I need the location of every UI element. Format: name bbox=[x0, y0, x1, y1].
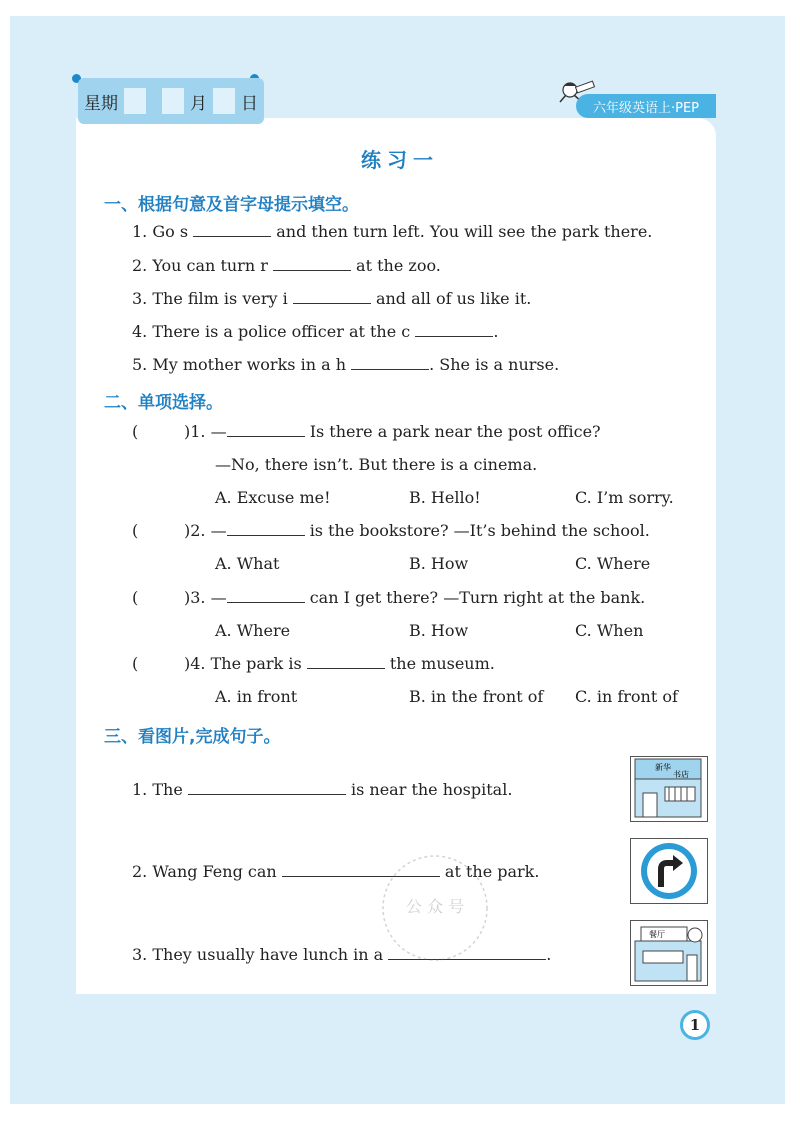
bookstore-picture bbox=[630, 756, 708, 822]
q2-option-a[interactable]: A. What bbox=[215, 554, 280, 573]
q3-option-b[interactable]: B. How bbox=[409, 621, 469, 640]
s3-item-3: 3. They usually have lunch in a . bbox=[132, 945, 552, 964]
svg-text:书店: 书店 bbox=[673, 770, 689, 779]
restaurant-picture bbox=[630, 920, 708, 986]
s1-item-2: 2. You can turn r at the zoo. bbox=[132, 256, 441, 275]
q3-stem: )3. — can I get there? —Turn right at the bank. bbox=[184, 588, 646, 607]
section1-heading: 一、根据句意及首字母提示填空。 bbox=[104, 195, 359, 215]
q2-option-b[interactable]: B. How bbox=[409, 554, 469, 573]
q1-option-c[interactable]: C. I’m sorry. bbox=[575, 488, 674, 507]
day-label: 日 bbox=[241, 93, 258, 114]
answer-paren[interactable]: ( bbox=[132, 588, 139, 607]
q4-option-c[interactable]: C. in front of bbox=[575, 687, 678, 706]
date-box bbox=[78, 78, 264, 124]
q1-option-b[interactable]: B. Hello! bbox=[409, 488, 481, 507]
section3-heading: 三、看图片,完成句子。 bbox=[104, 727, 281, 747]
s1-item-5: 5. My mother works in a h . She is a nurse. bbox=[132, 355, 560, 374]
month-label: 月 bbox=[190, 93, 207, 114]
answer-blank[interactable] bbox=[227, 422, 305, 437]
turn-right-sign-picture bbox=[630, 838, 708, 904]
q3-option-a[interactable]: A. Where bbox=[215, 621, 291, 640]
answer-blank[interactable] bbox=[227, 588, 305, 603]
answer-blank[interactable] bbox=[293, 289, 371, 304]
answer-blank[interactable] bbox=[415, 322, 493, 337]
page-number: 1 bbox=[680, 1010, 710, 1040]
s1-item-3: 3. The film is very i and all of us like it. bbox=[132, 289, 532, 308]
q4-stem: )4. The park is the museum. bbox=[184, 654, 495, 673]
q1-stem: )1. — Is there a park near the post office? bbox=[184, 422, 601, 441]
q2-option-c[interactable]: C. Where bbox=[575, 554, 651, 573]
answer-paren[interactable]: ( bbox=[132, 521, 139, 540]
q4-option-a[interactable]: A. in front bbox=[215, 687, 298, 706]
s1-item-4: 4. There is a police officer at the c . bbox=[132, 322, 499, 341]
answer-blank[interactable] bbox=[188, 780, 346, 795]
answer-blank[interactable] bbox=[227, 521, 305, 536]
q4-option-b[interactable]: B. in the front of bbox=[409, 687, 544, 706]
watermark-stamp bbox=[360, 848, 510, 968]
q1-option-a[interactable]: A. Excuse me! bbox=[215, 488, 331, 507]
s1-item-1: 1. Go s and then turn left. You will see the park there. bbox=[132, 222, 653, 241]
q3-option-c[interactable]: C. When bbox=[575, 621, 644, 640]
day-blank[interactable] bbox=[213, 88, 235, 114]
month-blank[interactable] bbox=[162, 88, 184, 114]
grade-badge: 六年级英语上·PEP bbox=[576, 94, 716, 118]
answer-blank[interactable] bbox=[351, 355, 429, 370]
section2-heading: 二、单项选择。 bbox=[104, 393, 223, 413]
answer-blank[interactable] bbox=[273, 256, 351, 271]
s3-item-2: 2. Wang Feng can at the park. bbox=[132, 862, 540, 881]
s3-item-1: 1. The is near the hospital. bbox=[132, 780, 513, 799]
week-label: 星期 bbox=[84, 93, 118, 114]
turn-right-icon bbox=[631, 839, 707, 903]
answer-paren[interactable]: ( bbox=[132, 422, 139, 441]
bookstore-sign: 新华 bbox=[655, 763, 671, 772]
answer-paren[interactable]: ( bbox=[132, 654, 139, 673]
svg-text:公 众 号: 公 众 号 bbox=[405, 897, 465, 916]
q2-stem: )2. — is the bookstore? —It’s behind the school. bbox=[184, 521, 650, 540]
page-title: 练习一 bbox=[361, 148, 439, 172]
q1-line2: —No, there isn’t. But there is a cinema. bbox=[215, 455, 538, 474]
week-blank[interactable] bbox=[124, 88, 146, 114]
svg-text:餐厅: 餐厅 bbox=[649, 930, 665, 939]
answer-blank[interactable] bbox=[193, 222, 271, 237]
answer-blank[interactable] bbox=[307, 654, 385, 669]
